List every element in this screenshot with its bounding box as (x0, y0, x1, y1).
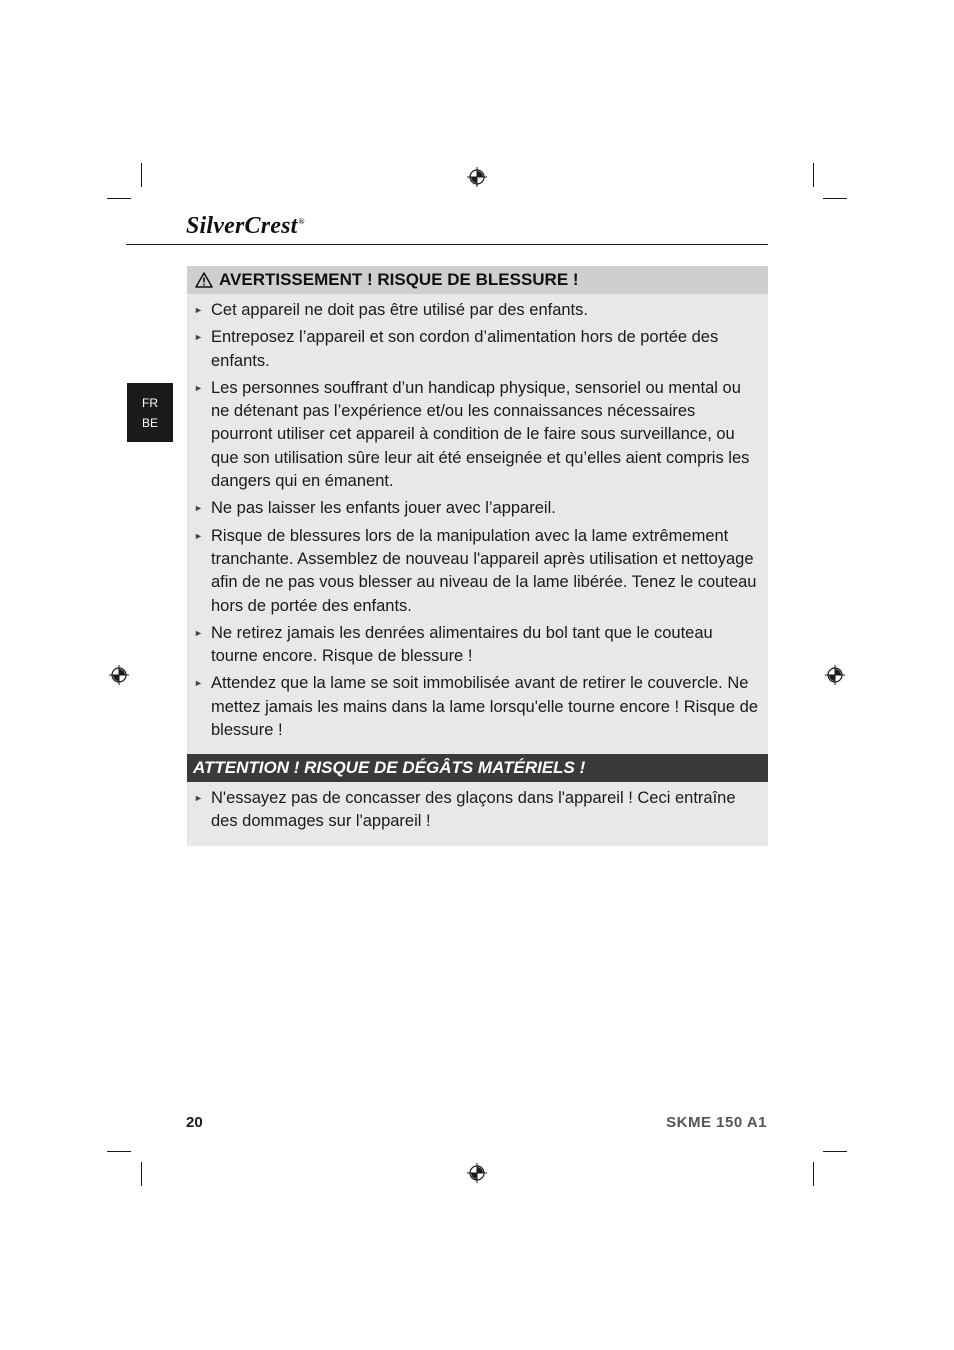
registration-mark-icon (825, 665, 845, 685)
arrow-bullet-icon: ► (194, 793, 203, 803)
attention-title: ATTENTION ! RISQUE DE DÉGÂTS MATÉRIELS ! (193, 758, 586, 777)
crop-mark (107, 1151, 131, 1152)
list-item (187, 622, 760, 669)
list-item-text: Ne pas laisser les enfants jouer avec l’appareil. (211, 499, 556, 518)
list-item (187, 497, 760, 520)
language-tab (127, 383, 173, 442)
arrow-bullet-icon: ► (194, 332, 203, 343)
arrow-bullet-icon: ► (194, 627, 203, 638)
arrow-bullet-icon: ► (194, 503, 203, 514)
language-code-1: FR (142, 395, 158, 410)
list-item (187, 299, 760, 322)
registration-mark-icon (109, 665, 129, 685)
list-item-text: Ne retirez jamais les denrées alimentaires du bol tant que le couteau tourne encore. Risque de blessure ! (211, 623, 713, 666)
warning-box (187, 266, 768, 754)
language-code-2: BE (141, 415, 158, 430)
warning-title: AVERTISSEMENT ! RISQUE DE BLESSURE ! (219, 270, 579, 289)
warning-triangle-icon (195, 272, 213, 288)
crop-mark (813, 163, 814, 187)
arrow-bullet-icon: ► (194, 530, 203, 541)
crop-mark (813, 1162, 814, 1186)
arrow-bullet-icon: ► (194, 382, 203, 393)
list-item (187, 672, 760, 742)
list-item-text: Attendez que la lame se soit immobilisée avant de retirer le couvercle. Ne mettez jamais les mains dans la lame lorsqu'elle tourne encore ! Risque de blessure ! (211, 674, 759, 740)
model-number: SKME 150 A1 (666, 1114, 767, 1131)
header-rule (126, 244, 768, 245)
attention-title-bar (187, 754, 768, 782)
page-number: 20 (186, 1114, 203, 1131)
list-item (187, 787, 760, 834)
brand-logo (186, 213, 305, 240)
trademark-icon: ® (298, 217, 305, 226)
list-item-text: N'essayez pas de concasser des glaçons dans l'appareil ! Ceci entraîne des dommages sur l'appareil ! (211, 789, 736, 831)
crop-mark (107, 198, 131, 199)
crop-mark (141, 163, 142, 187)
list-item-text: Risque de blessures lors de la manipulation avec la lame extrêmement tranchante. Assemblez de nouveau l'appareil après utilisation et nettoyage afin de ne pas vous blesser au niveau de la lame libérée. Tenez le couteau hors de portée des enfants. (211, 526, 757, 615)
list-item-text: Cet appareil ne doit pas être utilisé par des enfants. (211, 301, 588, 319)
crop-mark (823, 1151, 847, 1152)
list-item-text: Entreposez l’appareil et son cordon d’alimentation hors de portée des enfants. (211, 328, 719, 370)
attention-list (187, 782, 768, 846)
registration-mark-icon (467, 167, 487, 187)
warning-list (187, 294, 768, 754)
list-item-text: Les personnes souffrant d’un handicap physique, sensoriel ou mental ou ne détenant pas l’expérience et/ou les connaissances nécessaires pourront utiliser cet appareil à condition de le faire sous surveillance, ou que son utilisation sûre leur ait été enseignée et qu’elles aient compris les dangers qui en émanent. (211, 378, 750, 491)
registration-mark-icon (467, 1163, 487, 1183)
crop-mark (141, 1162, 142, 1186)
brand-logo-text: SilverCrest (186, 213, 298, 239)
list-item (187, 377, 760, 493)
attention-box (187, 754, 768, 846)
list-item (187, 326, 760, 373)
warning-title-bar (187, 266, 768, 294)
list-item (187, 525, 760, 618)
arrow-bullet-icon: ► (194, 678, 203, 689)
arrow-bullet-icon: ► (194, 305, 203, 315)
crop-mark (823, 198, 847, 199)
